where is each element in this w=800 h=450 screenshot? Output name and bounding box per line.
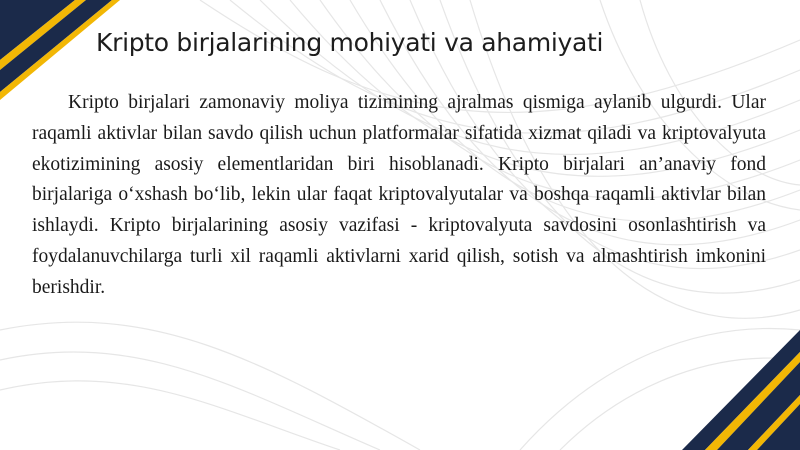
bottom-right-corner-stripes — [682, 330, 800, 450]
slide-title: Kripto birjalarining mohiyati va ahamiyati — [96, 28, 604, 57]
slide-body-paragraph: Kripto birjalari zamonaviy moliya tizimining ajralmas qismiga aylanib ulgurdi. Ular raqamli aktivlar bilan savdo qilish uchun platformalar sifatida xizmat qiladi va kriptovalyuta ekotizimining asosiy elementlaridan biri hisoblanadi. Kripto birjalari an’anaviy fond birjalariga o‘xshash bo‘lib, lekin ular faqat kriptovalyutalar va boshqa raqamli aktivlar bilan ishlaydi. Kripto birjalarining asosiy vazifasi - kriptovalyuta savdosini osonlashtirish va foydalanuvchilarga turli xil raqamli aktivlarni xarid qilish, sotish va almashtirish imkonini berishdir. — [32, 92, 766, 298]
